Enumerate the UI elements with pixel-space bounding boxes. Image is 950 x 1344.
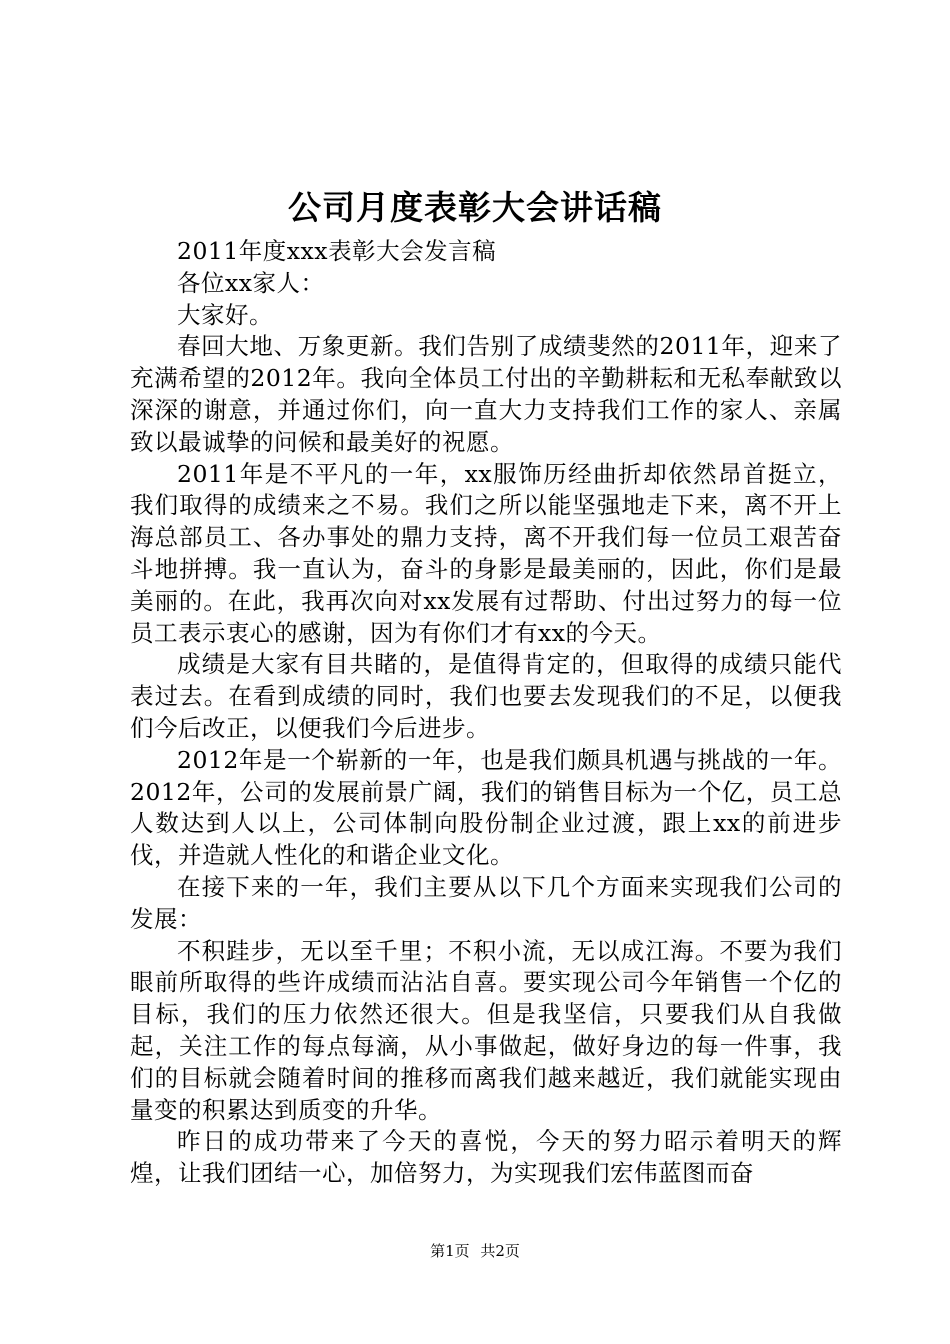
paragraph: 各位xx家人： — [177, 268, 325, 297]
paragraph: 2011年度xxx表彰大会发言稿 — [177, 237, 497, 265]
page-total: 共2页 — [480, 1242, 520, 1260]
paragraph: 2012年是一个崭新的一年，也是我们颇具机遇与挑战的一年。2012年，公司的发展前景广阔，我们的销售目标为一个亿，员工总人数达到人以上，公司体制向股份制企业过渡，跟上xx的前进步伐，并造就人性化的和谐企业文化。 — [130, 745, 842, 870]
paragraph: 成绩是大家有目共睹的，是值得肯定的，但取得的成绩只能代表过去。在看到成绩的同时，我们也要去发现我们的不足，以便我们今后改正，以便我们今后进步。 — [130, 650, 842, 742]
document-title: 公司月度表彰大会讲话稿 — [288, 188, 662, 227]
page-number: 第1页 — [430, 1242, 470, 1260]
paragraph: 在接下来的一年，我们主要从以下几个方面来实现我们公司的发展： — [130, 872, 842, 933]
paragraph: 大家好。 — [177, 300, 273, 329]
paragraph: 春回大地、万象更新。我们告别了成绩斐然的2011年，迎来了充满希望的2012年。我向全体员工付出的辛勤耕耘和无私奉献致以深深的谢意，并通过你们，向一直大力支持我们工作的家人、亲属致以最诚挚的问候和最美好的祝愿。 — [130, 332, 842, 456]
paragraph: 昨日的成功带来了今天的喜悦，今天的努力昭示着明天的辉煌，让我们团结一心，加倍努力，为实现我们宏伟蓝图而奋 — [130, 1127, 842, 1188]
paragraph: 不积跬步，无以至千里；不积小流，无以成江海。不要为我们眼前所取得的些许成绩而沾沾自喜。要实现公司今年销售一个亿的目标，我们的压力依然还很大。但是我坚信，只要我们从自我做起，关注工作的每点每滴，从小事做起，做好身边的每一件事，我们的目标就会随着时间的推移而离我们越来越近，我们就能实现由量变的积累达到质变的升华。 — [130, 936, 842, 1124]
paragraph: 2011年是不平凡的一年，xx服饰历经曲折却依然昂首挺立，我们取得的成绩来之不易。我们之所以能坚强地走下来，离不开上海总部员工、各办事处的鼎力支持，离不开我们每一位员工艰苦奋斗地拼搏。我一直认为，奋斗的身影是最美丽的，因此，你们是最美丽的。在此，我再次向对xx发展有过帮助、付出过努力的每一位员工表示衷心的感谢，因为有你们才有xx的今天。 — [130, 459, 842, 647]
page-footer — [0, 1240, 950, 1261]
document-body — [130, 236, 842, 1190]
